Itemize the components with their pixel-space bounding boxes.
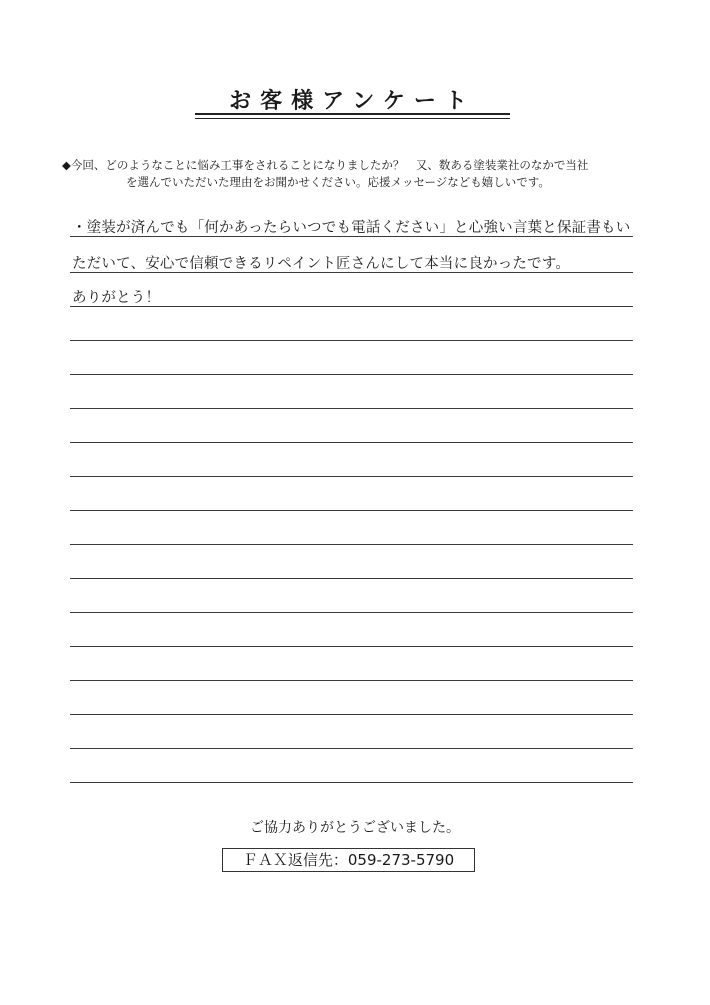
ruled-line [70,544,633,545]
answer-line-3: ありがとう！ [72,290,161,306]
ruled-line [70,374,633,375]
ruled-line [70,680,633,681]
survey-title: お客様アンケート [229,89,476,114]
answer-line-1: ・塗装が済んでも「何かあったらいつでも電話ください」と心強い言葉と保証書もい [72,220,631,236]
ruled-line [70,510,633,511]
ruled-line [70,476,633,477]
ruled-line [70,646,633,647]
answer-line-2: ただいて、安心で信頼できるリペイント匠さんにして本当に良かったです。 [72,256,571,272]
fax-number-box: ＦＡＸ返信先：059-273-5790 [222,848,475,872]
ruled-line [70,408,633,409]
question-line-1: ◆今回、どのようなことに悩み工事をされることになりましたか？ 又、数ある塗装業社のなかで当社 [62,158,589,172]
ruled-line [70,340,633,341]
thank-you-text: ご協力ありがとうございました。 [250,820,460,836]
ruled-line [70,442,633,443]
ruled-line [70,714,633,715]
ruled-line [70,748,633,749]
ruled-line [70,578,633,579]
question-line-2: を選んでいただいた理由をお聞かせください。応援メッセージなども嬉しいです。 [126,175,550,189]
ruled-line [70,782,633,783]
ruled-line [70,612,633,613]
